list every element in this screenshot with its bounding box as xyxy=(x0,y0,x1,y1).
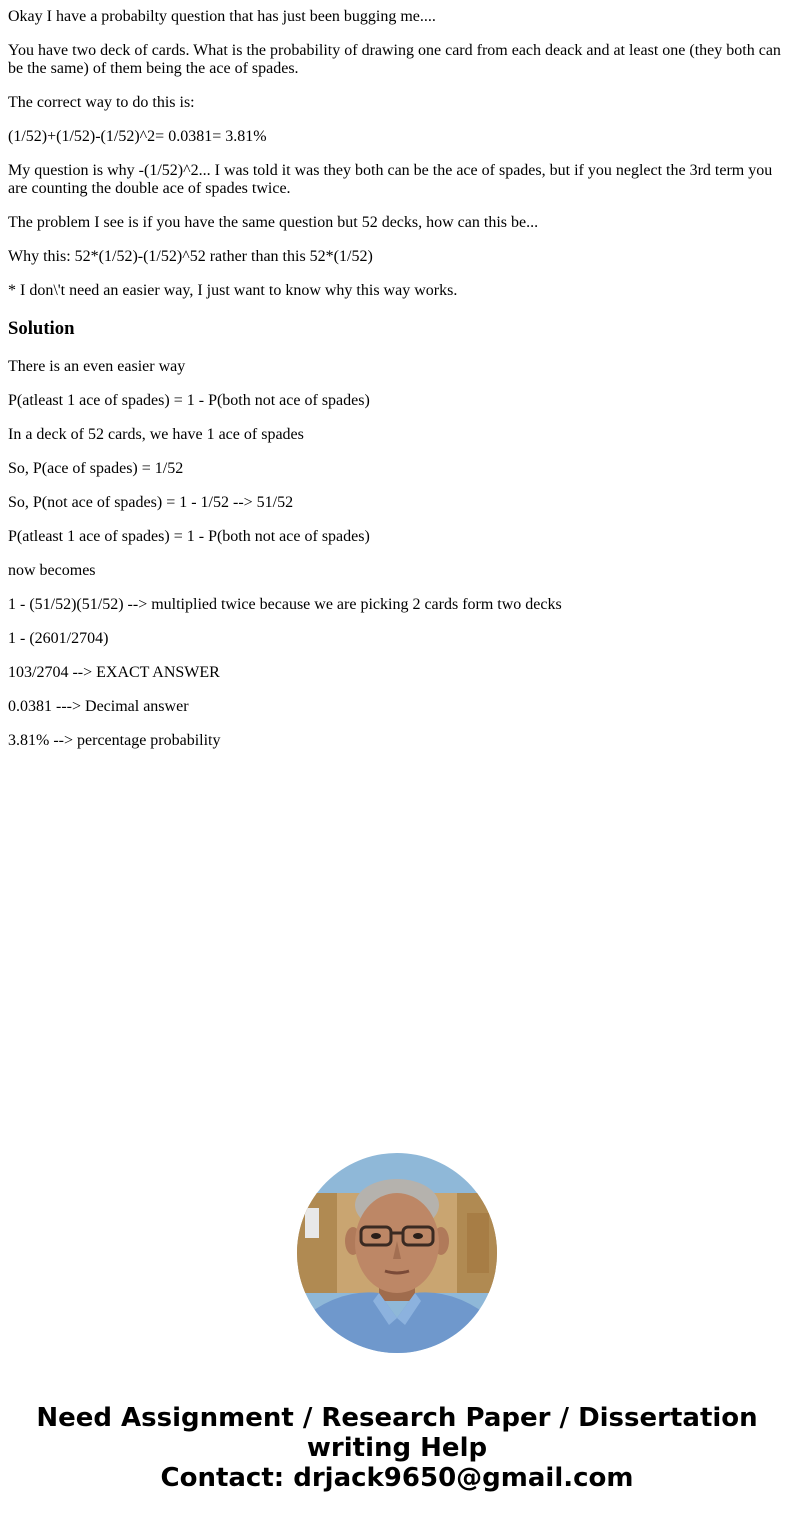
question-paragraph: You have two deck of cards. What is the probability of drawing one card from each deack and at least one (they both can be the same) of them being the ace of spades. xyxy=(8,42,781,77)
solution-paragraph: P(atleast 1 ace of spades) = 1 - P(both not ace of spades) xyxy=(8,392,370,409)
question-paragraph: My question is why -(1/52)^2... I was told it was they both can be the ace of spades, but if you neglect the 3rd term you are counting the double ace of spades twice. xyxy=(8,162,773,197)
solution-paragraph: 0.0381 ---> Decimal answer xyxy=(8,698,189,715)
solution-paragraph: So, P(ace of spades) = 1/52 xyxy=(8,460,184,477)
solution-paragraph: 1 - (51/52)(51/52) --> multiplied twice because we are picking 2 cards form two decks xyxy=(8,596,562,613)
solution-heading: Solution xyxy=(8,318,75,339)
question-paragraph: * I don\'t need an easier way, I just want to know why this way works. xyxy=(8,282,458,299)
solution-paragraph: So, P(not ace of spades) = 1 - 1/52 --> 51/52 xyxy=(8,494,294,511)
footer-contact: Contact: drjack9650@gmail.com xyxy=(160,1463,634,1493)
question-paragraph: (1/52)+(1/52)-(1/52)^2= 0.0381= 3.81% xyxy=(8,128,267,145)
author-avatar xyxy=(297,1153,497,1353)
solution-paragraph: 3.81% --> percentage probability xyxy=(8,732,221,749)
footer-banner xyxy=(0,1403,794,1493)
solution-paragraph: 103/2704 --> EXACT ANSWER xyxy=(8,664,220,681)
footer-line: writing Help xyxy=(306,1433,488,1463)
post-content xyxy=(8,0,786,766)
avatar-portrait xyxy=(297,1153,497,1353)
question-paragraph: Okay I have a probabilty question that has just been bugging me.... xyxy=(8,8,436,25)
solution-paragraph: There is an even easier way xyxy=(8,358,186,375)
solution-paragraph: now becomes xyxy=(8,562,96,579)
solution-paragraph: In a deck of 52 cards, we have 1 ace of spades xyxy=(8,426,304,443)
solution-paragraph: 1 - (2601/2704) xyxy=(8,630,109,647)
question-paragraph: Why this: 52*(1/52)-(1/52)^52 rather than this 52*(1/52) xyxy=(8,248,373,265)
question-paragraph: The problem I see is if you have the same question but 52 decks, how can this be... xyxy=(8,214,539,231)
solution-paragraph: P(atleast 1 ace of spades) = 1 - P(both not ace of spades) xyxy=(8,528,370,545)
footer-line: Need Assignment / Research Paper / Dissertation xyxy=(36,1403,758,1433)
question-paragraph: The correct way to do this is: xyxy=(8,94,195,111)
